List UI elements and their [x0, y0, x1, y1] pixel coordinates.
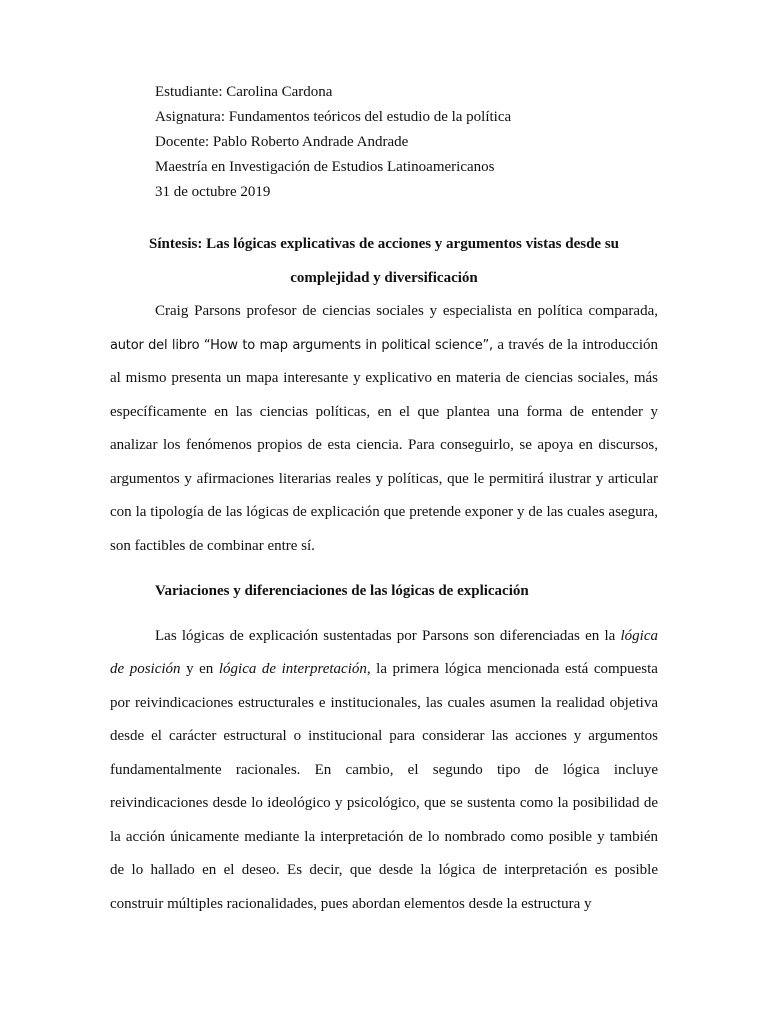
book-citation: autor del libro “How to map arguments in political science”, — [110, 337, 493, 353]
paragraph-logics-text-1: Las lógicas de explicación sustentadas por Parsons son diferenciadas en la — [155, 627, 621, 644]
program-line: Maestría en Investigación de Estudios Latinoamericanos — [155, 159, 495, 175]
date-line: 31 de octubre 2019 — [155, 184, 271, 200]
term-logica-de-interpretacion: lógica de interpretación — [218, 661, 367, 677]
paragraph-intro-text-2: a través de la introducción al mismo presenta un mapa interesante y explicativo en materia de ciencias sociales, más específicamente en las ciencias políticas, en el que plantea una forma de entender y analizar los fenómenos propios de esta ciencia. Para conseguirlo, se apoya en discursos, argumentos y afirmaciones literarias reales y políticas, que le permitirá ilustrar y articular con la tipología de las lógicas de explicación que pretende exponer y de las cuales asegura, son factibles de combinar entre sí. — [110, 336, 658, 554]
student-line: Estudiante: Carolina Cardona — [155, 84, 333, 100]
title-line-2: complejidad y diversificación — [290, 270, 478, 286]
paragraph-intro-text-1: Craig Parsons profesor de ciencias sociales y especialista en política comparada, — [155, 303, 658, 319]
paragraph-intro — [110, 295, 658, 563]
paragraph-logics-text-2: y en — [180, 661, 219, 677]
section-heading: Variaciones y diferenciaciones de las lógicas de explicación — [155, 583, 529, 599]
document-header — [110, 80, 658, 205]
teacher-line: Docente: Pablo Roberto Andrade Andrade — [155, 134, 409, 150]
title-line-1: Síntesis: Las lógicas explicativas de acciones y argumentos vistas desde su — [148, 236, 619, 252]
paragraph-logics-text-3: , la primera lógica mencionada está compuesta por reivindicaciones estructurales e institucionales, las cuales asumen la realidad objetiva desde el carácter estructural o institucional para considerar las acciones y argumentos fundamentalmente racionales. En cambio, el segundo tipo de lógica incluye reivindicaciones desde lo ideológico y psicológico, que se sustenta como la posibilidad de la acción únicamente mediante la interpretación de lo nombrado como posible y también de lo hallado en el deseo. Es decir, que desde la lógica de interpretación es posible construir múltiples racionalidades, pues abordan elementos desde la estructura y — [110, 661, 658, 912]
subject-line: Asignatura: Fundamentos teóricos del estudio de la política — [155, 109, 512, 125]
document-title — [110, 227, 658, 295]
paragraph-logics — [110, 620, 658, 922]
document-page — [110, 80, 658, 921]
term-logica-de-posicion: lógica de posición — [110, 627, 658, 677]
